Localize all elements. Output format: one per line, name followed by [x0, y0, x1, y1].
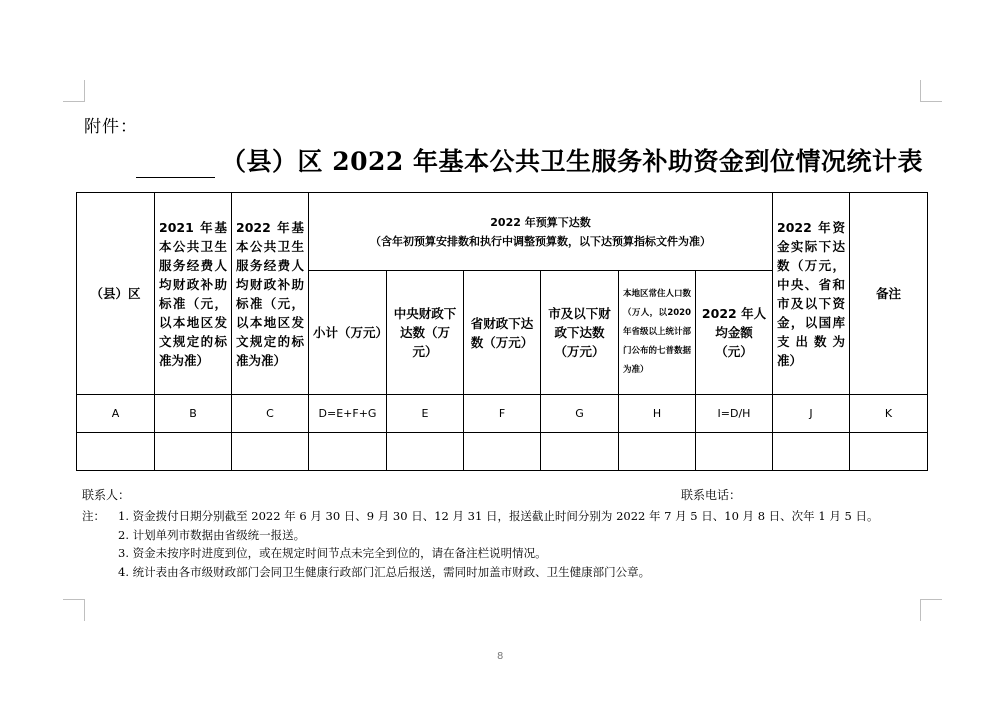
table-cell[interactable] [464, 433, 541, 471]
table-cell[interactable] [541, 433, 619, 471]
header-standard-2021: 2021 年基本公共卫生服务经费人均财政补助标准（元，以本地区发文规定的标准为准） [155, 193, 232, 395]
crop-mark-top-left [63, 80, 85, 102]
header-remarks: 备注 [850, 193, 928, 395]
column-label: F [464, 395, 541, 433]
note-item [82, 507, 878, 526]
table-cell[interactable] [155, 433, 232, 471]
statistics-table [76, 192, 928, 471]
column-label: I=D/H [696, 395, 773, 433]
contact-phone-label: 联系电话： [681, 488, 742, 502]
notes-section [82, 507, 878, 581]
note-text: 计划单列市数据由省级统一报送。 [132, 527, 306, 542]
table-cell[interactable] [773, 433, 850, 471]
header-population: 本地区常住人口数（万人，以2020年省级以上统计部门公布的七普数据为准） [619, 271, 696, 395]
table-cell[interactable] [619, 433, 696, 471]
contact-person-label: 联系人： [82, 488, 131, 502]
crop-mark-top-right [920, 80, 942, 102]
table-cell[interactable] [850, 433, 928, 471]
table-cell[interactable] [77, 433, 155, 471]
column-label: A [77, 395, 155, 433]
note-item [82, 563, 878, 582]
note-text: 统计表由各市级财政部门会同卫生健康行政部门汇总后报送，需同时加盖市财政、卫生健康部门公章。 [132, 564, 651, 579]
note-number: 2. [118, 527, 129, 542]
budget-group-title: 2022 年预算下达数 [490, 215, 591, 229]
budget-group-note: （含年初预算安排数和执行中调整预算数，以下达预算指标文件为准） [370, 234, 711, 248]
header-provincial: 省财政下达数（万元） [464, 271, 541, 395]
table-cell[interactable] [387, 433, 464, 471]
note-number: 3. [118, 546, 129, 560]
table-row [77, 433, 928, 471]
note-text: 资金未按序时进度到位，或在规定时间节点未完全到位的，请在备注栏说明情况。 [132, 546, 547, 560]
attachment-label: 附件： [84, 117, 138, 137]
header-central: 中央财政下达数（万元） [387, 271, 464, 395]
note-number: 1. [118, 509, 129, 523]
table-cell[interactable] [232, 433, 309, 471]
header-budget-group [309, 193, 773, 271]
header-actual-disbursed: 2022 年资金实际下达数（万元，中央、省和市及以下资金，以国库支出数为准） [773, 193, 850, 395]
note-text: 资金拨付日期分别截至 2022 年 6 月 30 日、9 月 30 日、12 月 31 日，报送截止时间分别为 2022 年 7 月 5 日、10 月 8 日、次年 1 月 5 日。 [132, 509, 879, 523]
table-cell[interactable] [309, 433, 387, 471]
header-standard-2022: 2022 年基本公共卫生服务经费人均财政补助标准（元，以本地区发文规定的标准为准） [232, 193, 309, 395]
header-subtotal: 小计（万元） [309, 271, 387, 395]
column-label: H [619, 395, 696, 433]
notes-prefix: 注： [82, 509, 105, 523]
column-label: J [773, 395, 850, 433]
column-label: K [850, 395, 928, 433]
column-label: B [155, 395, 232, 433]
column-label: E [387, 395, 464, 433]
page-number: 8 [497, 651, 504, 662]
header-county: （县）区 [77, 193, 155, 395]
crop-mark-bottom-right [920, 599, 942, 621]
title-text: （县）区 2022 年基本公共卫生服务补助资金到位情况统计表 [221, 147, 923, 176]
title-blank-line[interactable] [136, 147, 215, 178]
note-item [82, 526, 878, 545]
table-cell[interactable] [696, 433, 773, 471]
header-per-capita: 2022 年人均金额（元） [696, 271, 773, 395]
crop-mark-bottom-left [63, 599, 85, 621]
column-label: C [232, 395, 309, 433]
document-title [136, 142, 923, 178]
header-city-below: 市及以下财政下达数（万元） [541, 271, 619, 395]
note-number: 4. [118, 564, 129, 579]
column-label: G [541, 395, 619, 433]
note-item [82, 544, 878, 563]
column-label: D=E+F+G [309, 395, 387, 433]
